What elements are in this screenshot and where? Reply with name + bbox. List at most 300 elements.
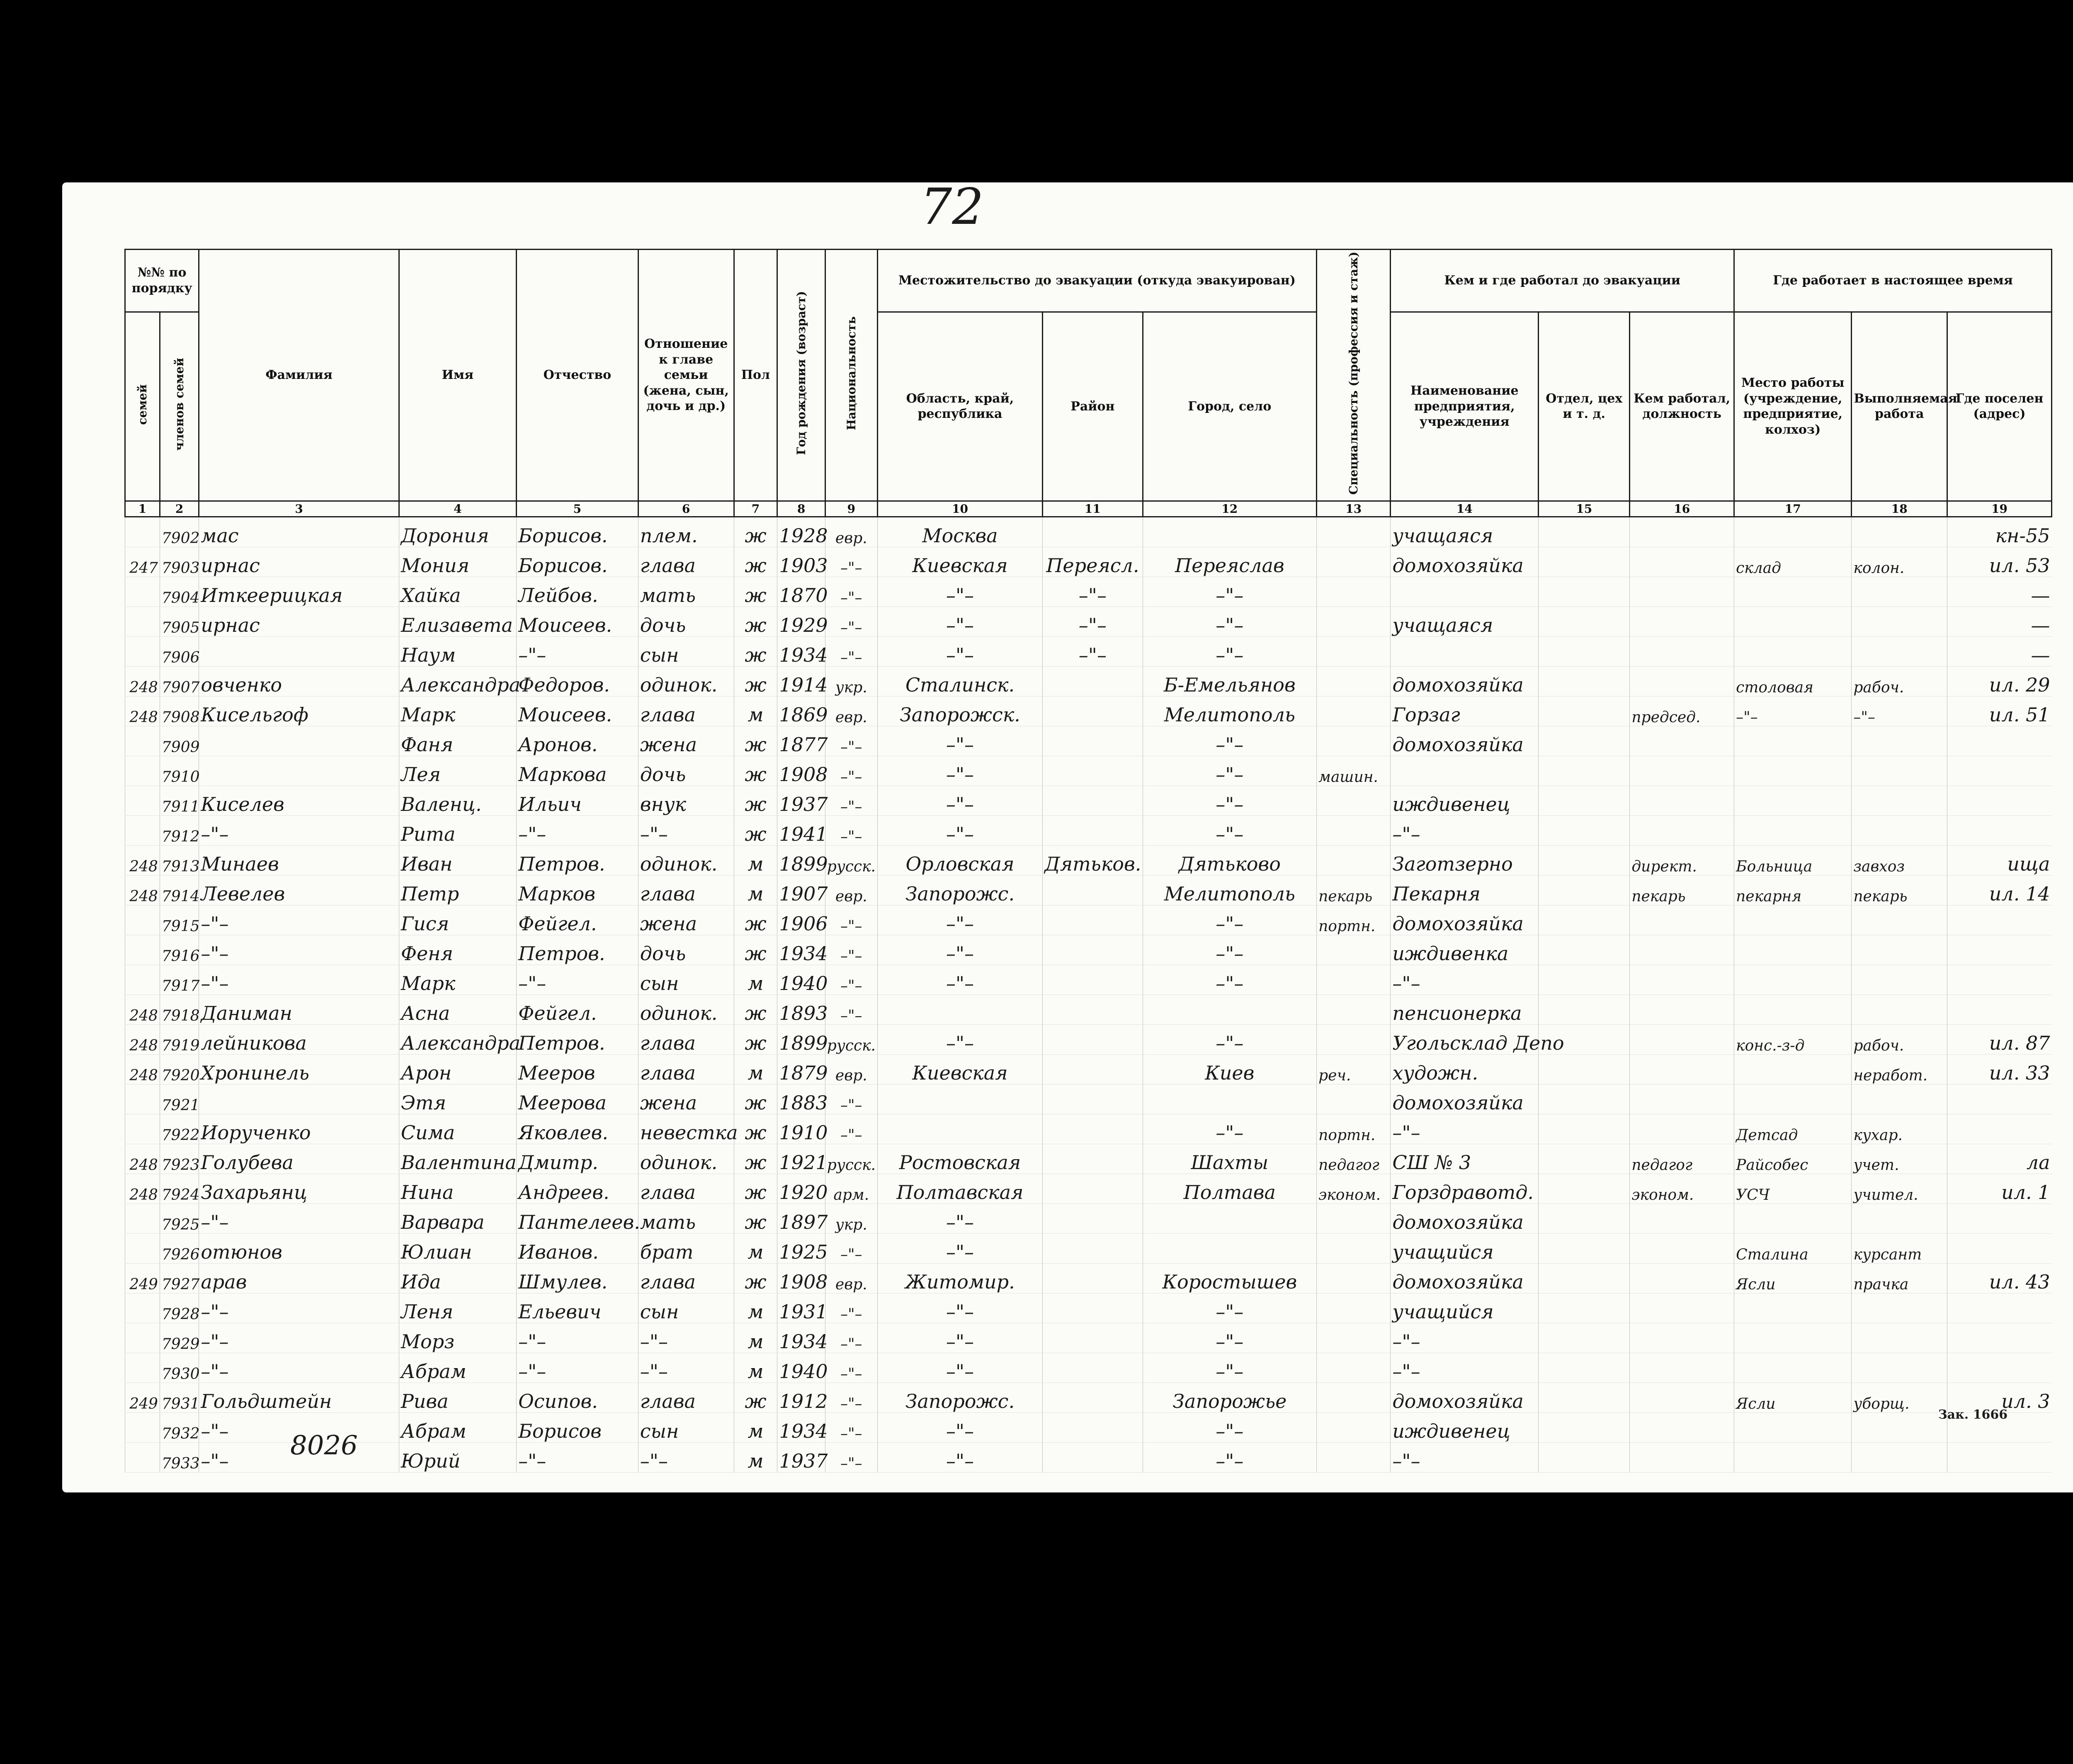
birth-year-cell: 1906: [777, 905, 825, 935]
position-cell: [1630, 1054, 1734, 1084]
job-cell: уборщ.: [1852, 1383, 1947, 1412]
header-relation: Отношение к главе семьи (жена, сын, дочь и др.): [638, 250, 734, 501]
header-families: семей: [125, 312, 160, 501]
sex-cell: ж: [734, 815, 777, 845]
region-cell: Москва: [877, 517, 1043, 547]
evacuee-register-table: [124, 249, 2052, 1473]
header-birth-year: Год рождения (возраст): [777, 250, 825, 501]
district-cell: [1043, 815, 1143, 845]
region-cell: –"–: [877, 965, 1043, 995]
sex-cell: ж: [734, 786, 777, 815]
table-row: [125, 965, 2052, 995]
address-cell: ил. 14: [1947, 875, 2052, 905]
address-cell: —: [1947, 636, 2052, 666]
region-cell: Запорожс.: [877, 875, 1043, 905]
nationality-cell: –"–: [825, 965, 877, 995]
city-cell: Полтава: [1143, 1174, 1317, 1203]
family-number: [125, 1203, 160, 1233]
position-cell: [1630, 1203, 1734, 1233]
surname-cell: мас: [199, 517, 399, 547]
member-number: 7916: [160, 935, 199, 965]
nationality-cell: –"–: [825, 1353, 877, 1383]
city-cell: –"–: [1143, 726, 1317, 756]
job-cell: [1852, 995, 1947, 1024]
position-cell: [1630, 786, 1734, 815]
district-cell: [1043, 1323, 1143, 1353]
column-number: 3: [199, 501, 399, 517]
enterprise-cell: –"–: [1391, 965, 1539, 995]
table-row: [125, 1114, 2052, 1144]
specialty-cell: пекарь: [1317, 875, 1391, 905]
workplace-cell: [1734, 1353, 1852, 1383]
sex-cell: ж: [734, 517, 777, 547]
enterprise-cell: иждивенец: [1391, 1412, 1539, 1442]
specialty-cell: [1317, 517, 1391, 547]
birth-year-cell: 1877: [777, 726, 825, 756]
name-cell: Морз: [399, 1323, 516, 1353]
job-cell: учет.: [1852, 1144, 1947, 1174]
header-patronymic: Отчество: [517, 250, 638, 501]
enterprise-cell: Пекарня: [1391, 875, 1539, 905]
job-cell: пекарь: [1852, 875, 1947, 905]
address-cell: [1947, 815, 2052, 845]
region-cell: Житомир.: [877, 1263, 1043, 1293]
family-number: 248: [125, 1174, 160, 1203]
sex-cell: ж: [734, 1084, 777, 1114]
relation-cell: глава: [638, 1054, 734, 1084]
name-cell: Юлиан: [399, 1233, 516, 1263]
specialty-cell: [1317, 815, 1391, 845]
region-cell: Киевская: [877, 547, 1043, 577]
district-cell: Дятьков.: [1043, 845, 1143, 875]
district-cell: [1043, 1383, 1143, 1412]
patronymic-cell: Моисеев.: [517, 696, 638, 726]
city-cell: Мелитополь: [1143, 875, 1317, 905]
enterprise-cell: домохозяйка: [1391, 547, 1539, 577]
city-cell: Шахты: [1143, 1144, 1317, 1174]
workplace-cell: [1734, 1293, 1852, 1323]
position-cell: [1630, 1442, 1734, 1472]
district-cell: [1043, 965, 1143, 995]
table-row: [125, 696, 2052, 726]
relation-cell: сын: [638, 965, 734, 995]
patronymic-cell: Петров.: [517, 935, 638, 965]
city-cell: Мелитополь: [1143, 696, 1317, 726]
workplace-cell: [1734, 905, 1852, 935]
sex-cell: м: [734, 845, 777, 875]
member-number: 7925: [160, 1203, 199, 1233]
nationality-cell: –"–: [825, 1412, 877, 1442]
relation-cell: глава: [638, 1174, 734, 1203]
specialty-cell: [1317, 1263, 1391, 1293]
workplace-cell: [1734, 517, 1852, 547]
specialty-cell: [1317, 1412, 1391, 1442]
sex-cell: ж: [734, 1144, 777, 1174]
region-cell: [877, 1114, 1043, 1144]
page-number: 72: [920, 178, 984, 236]
member-number: 7919: [160, 1024, 199, 1054]
workplace-cell: [1734, 756, 1852, 786]
sex-cell: ж: [734, 666, 777, 696]
position-cell: [1630, 1084, 1734, 1114]
district-cell: [1043, 696, 1143, 726]
birth-year-cell: 1869: [777, 696, 825, 726]
birth-year-cell: 1934: [777, 935, 825, 965]
city-cell: Запорожье: [1143, 1383, 1317, 1412]
member-number: 7910: [160, 756, 199, 786]
specialty-cell: [1317, 636, 1391, 666]
surname-cell: Гольдштейн: [199, 1383, 399, 1412]
city-cell: [1143, 995, 1317, 1024]
nationality-cell: –"–: [825, 935, 877, 965]
sex-cell: ж: [734, 726, 777, 756]
enterprise-cell: учащийся: [1391, 1293, 1539, 1323]
relation-cell: одинок.: [638, 666, 734, 696]
address-cell: [1947, 1323, 2052, 1353]
position-cell: [1630, 905, 1734, 935]
nationality-cell: евр.: [825, 875, 877, 905]
family-number: [125, 636, 160, 666]
name-cell: Валентина: [399, 1144, 516, 1174]
dept-cell: [1539, 666, 1630, 696]
city-cell: –"–: [1143, 786, 1317, 815]
city-cell: [1143, 1233, 1317, 1263]
district-cell: [1043, 1084, 1143, 1114]
nationality-cell: –"–: [825, 1442, 877, 1472]
patronymic-cell: Андреев.: [517, 1174, 638, 1203]
job-cell: рабоч.: [1852, 666, 1947, 696]
member-number: 7921: [160, 1084, 199, 1114]
city-cell: Коростышев: [1143, 1263, 1317, 1293]
specialty-cell: [1317, 1233, 1391, 1263]
member-number: 7914: [160, 875, 199, 905]
position-cell: [1630, 756, 1734, 786]
specialty-cell: [1317, 1293, 1391, 1323]
sex-cell: м: [734, 1442, 777, 1472]
column-number: 19: [1947, 501, 2052, 517]
district-cell: –"–: [1043, 636, 1143, 666]
header-city: Город, село: [1143, 312, 1317, 501]
relation-cell: жена: [638, 726, 734, 756]
family-number: [125, 965, 160, 995]
relation-cell: сын: [638, 1293, 734, 1323]
nationality-cell: –"–: [825, 1323, 877, 1353]
enterprise-cell: домохозяйка: [1391, 1203, 1539, 1233]
job-cell: [1852, 577, 1947, 607]
dept-cell: [1539, 905, 1630, 935]
surname-cell: Захарьянц: [199, 1174, 399, 1203]
address-cell: [1947, 965, 2052, 995]
dept-cell: [1539, 1114, 1630, 1144]
address-cell: [1947, 726, 2052, 756]
address-cell: ил. 33: [1947, 1054, 2052, 1084]
name-cell: Валенц.: [399, 786, 516, 815]
district-cell: [1043, 1233, 1143, 1263]
specialty-cell: [1317, 547, 1391, 577]
district-cell: [1043, 1203, 1143, 1233]
region-cell: –"–: [877, 786, 1043, 815]
region-cell: –"–: [877, 935, 1043, 965]
member-number: 7922: [160, 1114, 199, 1144]
city-cell: Переяслав: [1143, 547, 1317, 577]
header-job: Выполняемая работа: [1852, 312, 1947, 501]
name-cell: Петр: [399, 875, 516, 905]
patronymic-cell: Меерова: [517, 1084, 638, 1114]
patronymic-cell: –"–: [517, 1353, 638, 1383]
position-cell: [1630, 965, 1734, 995]
city-cell: –"–: [1143, 815, 1317, 845]
job-cell: рабоч.: [1852, 1024, 1947, 1054]
region-cell: –"–: [877, 726, 1043, 756]
name-cell: Арон: [399, 1054, 516, 1084]
position-cell: [1630, 815, 1734, 845]
table-row: [125, 1383, 2052, 1412]
region-cell: –"–: [877, 1233, 1043, 1263]
dept-cell: [1539, 1144, 1630, 1174]
relation-cell: жена: [638, 905, 734, 935]
family-number: 248: [125, 995, 160, 1024]
table-row: [125, 547, 2052, 577]
birth-year-cell: 1897: [777, 1203, 825, 1233]
name-cell: Иван: [399, 845, 516, 875]
dept-cell: [1539, 1442, 1630, 1472]
job-cell: [1852, 1084, 1947, 1114]
job-cell: [1852, 517, 1947, 547]
region-cell: –"–: [877, 1203, 1043, 1233]
birth-year-cell: 1940: [777, 965, 825, 995]
sex-cell: ж: [734, 577, 777, 607]
job-cell: [1852, 1293, 1947, 1323]
region-cell: Орловская: [877, 845, 1043, 875]
column-number: 12: [1143, 501, 1317, 517]
address-cell: [1947, 1114, 2052, 1144]
city-cell: [1143, 1203, 1317, 1233]
family-number: [125, 1323, 160, 1353]
table-row: [125, 607, 2052, 636]
patronymic-cell: Борисов.: [517, 517, 638, 547]
workplace-cell: [1734, 935, 1852, 965]
birth-year-cell: 1908: [777, 756, 825, 786]
patronymic-cell: –"–: [517, 1442, 638, 1472]
name-cell: Александра: [399, 666, 516, 696]
sex-cell: м: [734, 1323, 777, 1353]
nationality-cell: арм.: [825, 1174, 877, 1203]
member-number: 7932: [160, 1412, 199, 1442]
district-cell: –"–: [1043, 607, 1143, 636]
name-cell: Леня: [399, 1293, 516, 1323]
specialty-cell: [1317, 607, 1391, 636]
nationality-cell: евр.: [825, 696, 877, 726]
enterprise-cell: СШ № 3: [1391, 1144, 1539, 1174]
city-cell: –"–: [1143, 1412, 1317, 1442]
district-cell: [1043, 1353, 1143, 1383]
region-cell: Сталинск.: [877, 666, 1043, 696]
member-number: 7927: [160, 1263, 199, 1293]
position-cell: [1630, 726, 1734, 756]
family-number: [125, 1442, 160, 1472]
member-number: 7904: [160, 577, 199, 607]
enterprise-cell: [1391, 577, 1539, 607]
table-row: [125, 1412, 2052, 1442]
address-cell: ла: [1947, 1144, 2052, 1174]
workplace-cell: [1734, 1323, 1852, 1353]
dept-cell: [1539, 845, 1630, 875]
enterprise-cell: домохозяйка: [1391, 666, 1539, 696]
member-number: 7903: [160, 547, 199, 577]
patronymic-cell: Петров.: [517, 1024, 638, 1054]
column-number-row: [125, 501, 2052, 517]
table-row: [125, 577, 2052, 607]
city-cell: –"–: [1143, 1293, 1317, 1323]
surname-cell: –"–: [199, 1442, 399, 1472]
workplace-cell: [1734, 1054, 1852, 1084]
birth-year-cell: 1883: [777, 1084, 825, 1114]
enterprise-cell: –"–: [1391, 1114, 1539, 1144]
birth-year-cell: 1903: [777, 547, 825, 577]
region-cell: –"–: [877, 636, 1043, 666]
enterprise-cell: [1391, 756, 1539, 786]
sex-cell: ж: [734, 1263, 777, 1293]
print-order-stamp: Зак. 1666: [1938, 1407, 2008, 1422]
city-cell: Дятьково: [1143, 845, 1317, 875]
district-cell: [1043, 786, 1143, 815]
family-number: 248: [125, 1144, 160, 1174]
region-cell: Запорожск.: [877, 696, 1043, 726]
job-cell: курсант: [1852, 1233, 1947, 1263]
table-row: [125, 935, 2052, 965]
enterprise-cell: –"–: [1391, 1442, 1539, 1472]
position-cell: пекарь: [1630, 875, 1734, 905]
dept-cell: [1539, 547, 1630, 577]
nationality-cell: русск.: [825, 845, 877, 875]
name-cell: Юрий: [399, 1442, 516, 1472]
member-number: 7924: [160, 1174, 199, 1203]
district-cell: [1043, 1054, 1143, 1084]
job-cell: учител.: [1852, 1174, 1947, 1203]
region-cell: –"–: [877, 1024, 1043, 1054]
position-cell: директ.: [1630, 845, 1734, 875]
district-cell: [1043, 1442, 1143, 1472]
enterprise-cell: Горзаг: [1391, 696, 1539, 726]
city-cell: –"–: [1143, 905, 1317, 935]
address-cell: [1947, 935, 2052, 965]
workplace-cell: [1734, 1442, 1852, 1472]
family-number: 248: [125, 1024, 160, 1054]
relation-cell: глава: [638, 1383, 734, 1412]
nationality-cell: русск.: [825, 1144, 877, 1174]
family-number: 249: [125, 1263, 160, 1293]
member-number: 7923: [160, 1144, 199, 1174]
position-cell: [1630, 577, 1734, 607]
position-cell: [1630, 1383, 1734, 1412]
name-cell: Этя: [399, 1084, 516, 1114]
table-row: [125, 815, 2052, 845]
specialty-cell: [1317, 666, 1391, 696]
table-row: [125, 1353, 2052, 1383]
nationality-cell: евр.: [825, 517, 877, 547]
relation-cell: –"–: [638, 1353, 734, 1383]
region-cell: Киевская: [877, 1054, 1043, 1084]
name-cell: Александра: [399, 1024, 516, 1054]
region-cell: Запорожс.: [877, 1383, 1043, 1412]
column-number: 4: [399, 501, 516, 517]
surname-cell: –"–: [199, 935, 399, 965]
position-cell: [1630, 935, 1734, 965]
workplace-cell: Ясли: [1734, 1263, 1852, 1293]
table-row: [125, 905, 2052, 935]
surname-cell: овченко: [199, 666, 399, 696]
dept-cell: [1539, 726, 1630, 756]
relation-cell: –"–: [638, 1323, 734, 1353]
region-cell: –"–: [877, 815, 1043, 845]
birth-year-cell: 1912: [777, 1383, 825, 1412]
name-cell: Нина: [399, 1174, 516, 1203]
header-region: Область, край, республика: [877, 312, 1043, 501]
family-number: 248: [125, 845, 160, 875]
family-number: [125, 1233, 160, 1263]
region-cell: [877, 1084, 1043, 1114]
relation-cell: одинок.: [638, 995, 734, 1024]
column-number: 6: [638, 501, 734, 517]
district-cell: [1043, 726, 1143, 756]
surname-cell: –"–: [199, 1323, 399, 1353]
name-cell: Рита: [399, 815, 516, 845]
enterprise-cell: иждивенец: [1391, 786, 1539, 815]
surname-cell: ирнас: [199, 607, 399, 636]
district-cell: [1043, 1024, 1143, 1054]
family-number: [125, 935, 160, 965]
surname-cell: Даниман: [199, 995, 399, 1024]
address-cell: [1947, 1203, 2052, 1233]
table-row: [125, 1263, 2052, 1293]
patronymic-cell: Осипов.: [517, 1383, 638, 1412]
header-name: Имя: [399, 250, 516, 501]
address-cell: ища: [1947, 845, 2052, 875]
patronymic-cell: Борисов.: [517, 547, 638, 577]
address-cell: [1947, 786, 2052, 815]
birth-year-cell: 1934: [777, 636, 825, 666]
column-number: 10: [877, 501, 1043, 517]
relation-cell: жена: [638, 1084, 734, 1114]
birth-year-cell: 1928: [777, 517, 825, 547]
dept-cell: [1539, 1383, 1630, 1412]
relation-cell: мать: [638, 1203, 734, 1233]
table-row: [125, 756, 2052, 786]
specialty-cell: [1317, 845, 1391, 875]
family-number: [125, 1412, 160, 1442]
dept-cell: [1539, 875, 1630, 905]
header-settled: Где поселен (адрес): [1947, 312, 2052, 501]
patronymic-cell: Федоров.: [517, 666, 638, 696]
relation-cell: дочь: [638, 756, 734, 786]
name-cell: Елизавета: [399, 607, 516, 636]
sex-cell: ж: [734, 1114, 777, 1144]
surname-cell: Иорученко: [199, 1114, 399, 1144]
sex-cell: ж: [734, 995, 777, 1024]
surname-cell: –"–: [199, 905, 399, 935]
dept-cell: [1539, 935, 1630, 965]
family-number: 248: [125, 696, 160, 726]
district-cell: [1043, 1263, 1143, 1293]
relation-cell: –"–: [638, 815, 734, 845]
dept-cell: [1539, 1084, 1630, 1114]
dept-cell: [1539, 1233, 1630, 1263]
table-row: [125, 995, 2052, 1024]
specialty-cell: [1317, 1084, 1391, 1114]
surname-cell: Минаев: [199, 845, 399, 875]
job-cell: [1852, 726, 1947, 756]
enterprise-cell: художн.: [1391, 1054, 1539, 1084]
